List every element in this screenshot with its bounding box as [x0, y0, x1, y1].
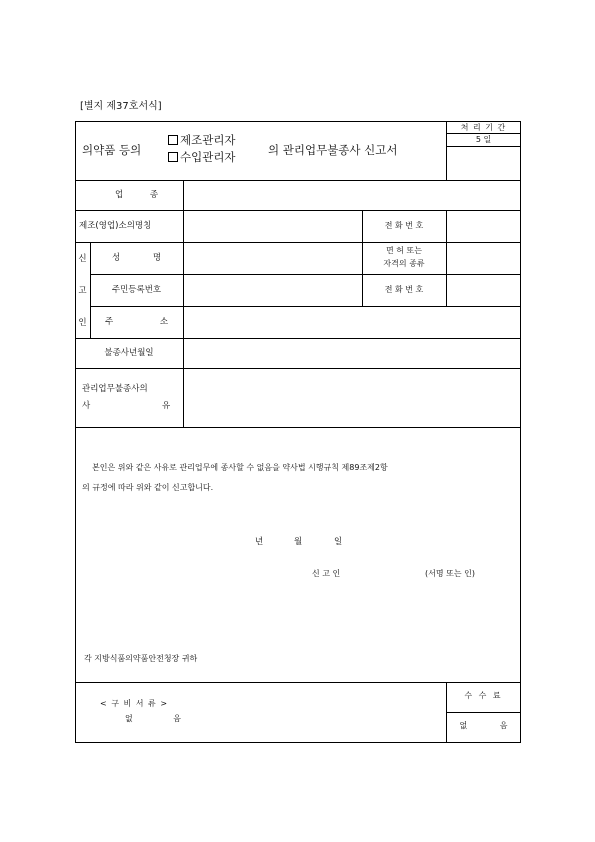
license-label-1: 면 허 또는	[386, 246, 422, 255]
attachments-label: < 구 비 서 류 >	[100, 699, 169, 708]
option-import[interactable]: 수입관리자	[168, 150, 236, 164]
date-day: 일	[334, 537, 343, 547]
option-manufacture[interactable]: 제조관리자	[168, 133, 236, 147]
license-label-2: 자격의 종류	[383, 259, 425, 268]
fee-value: 없 음	[459, 721, 508, 730]
resident-number-label: 주민등록번호	[111, 285, 162, 295]
address-label: 주 소	[104, 317, 169, 327]
statement-line-2: 의 규정에 따라 위와 같이 신고합니다.	[82, 483, 214, 492]
statement-line-1: 본인은 위와 같은 사유로 관리업무에 종사할 수 없음을 약사법 시행규칙 제89조제2항	[92, 463, 388, 472]
processing-period-label: 처 리 기 간	[460, 123, 507, 132]
addressee: 각 지방식품의약품안전청장 귀하	[84, 654, 198, 663]
reason-label-2a: 사	[82, 401, 91, 411]
reason-label-1: 관리업무불종사의	[82, 384, 148, 394]
checkbox-icon	[168, 135, 178, 145]
applicant-side-2: 고	[78, 286, 87, 296]
reporter-label: 신 고 인	[312, 569, 341, 578]
office-name-label: 제조(영업)소의명칭	[79, 221, 152, 231]
applicant-side-3: 인	[78, 318, 87, 328]
date-label: 불종사년월일	[104, 348, 154, 358]
phone-label: 전 화 번 호	[384, 221, 424, 230]
title-prefix: 의약품 등의	[82, 143, 142, 157]
phone-label-2: 전 화 번 호	[384, 285, 424, 294]
fee-label: 수 수 료	[464, 691, 503, 700]
processing-period-value: 5 일	[475, 135, 492, 144]
checkbox-icon	[168, 152, 178, 162]
name-label: 성 명	[111, 253, 162, 263]
form-frame	[75, 121, 521, 743]
signature-label: (서명 또는 인)	[425, 569, 475, 578]
date-year: 년	[255, 537, 264, 547]
form-number: [별지 제37호서식]	[80, 101, 162, 112]
applicant-side-1: 신	[78, 254, 87, 264]
reason-label-2b: 유	[162, 401, 171, 411]
title-suffix: 의 관리업무불종사 신고서	[268, 143, 398, 157]
attachments-value: 없 음	[125, 714, 181, 723]
business-type-label: 업 종	[114, 190, 159, 200]
date-month: 월	[294, 537, 303, 547]
